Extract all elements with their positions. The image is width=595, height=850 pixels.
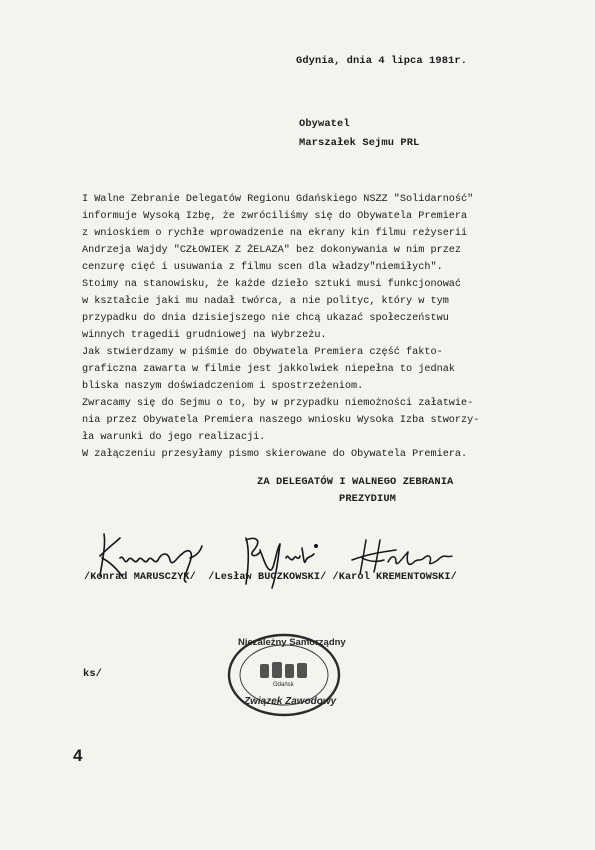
signatories-names: /Konrad MARUSCZYK/ /Lesław BUCZKOWSKI/ /Karol KREMENTOWSKI/: [84, 572, 457, 583]
body-line: w kształcie jaki mu nadał twórca, a nie polityc, który w tym: [82, 296, 449, 307]
body-line: Andrzeja Wajdy "CZŁOWIEK Z ŻELAZA" bez dokonywania w nim przez: [82, 245, 462, 256]
addressee-line-1: Obywatel: [299, 118, 350, 130]
body-line: ła warunki do jego realizacji.: [82, 432, 266, 443]
stamp-text-top: Niezależny Samorządny: [238, 637, 346, 648]
body-line: Jak stwierdzamy w piśmie do Obywatela Premiera część fakto-: [82, 347, 443, 358]
body-line: W załączeniu przesyłamy pismo skierowane do Obywatela Premiera.: [82, 449, 468, 460]
body-line: nia przez Obywatela Premiera naszego wniosku Wysoka Izba stworzy-: [82, 415, 480, 426]
reference-initials: ks/: [83, 668, 103, 680]
body-line: graficzna zawarta w filmie jest jakkolwiek niepełna to jednak: [82, 364, 455, 375]
body-line: informuje Wysoką Izbę, że zwróciliśmy się do Obywatela Premiera: [82, 211, 468, 222]
place-date: Gdynia, dnia 4 lipca 1981r.: [296, 55, 468, 67]
body-line: winnych tragedii grudniowej na Wybrzeżu.: [82, 330, 327, 341]
body-line: przypadku do dnia dzisiejszego nie chcą ukazać społeczeństwu: [82, 313, 449, 324]
body-line: cenzurę cięć i usuwania z filmu scen dla władzy"niemiłych".: [82, 262, 443, 273]
body-line: Stoimy na stanowisku, że każde dzieło sztuki musi funkcjonować: [82, 279, 462, 290]
body-line: bliska naszym doświadczeniom i spostrzeżeniom.: [82, 381, 364, 392]
body-line: z wnioskiem o rychłe wprowadzenie na ekrany kin filmu reżyserii: [82, 228, 468, 239]
closing-line-1: ZA DELEGATÓW I WALNEGO ZEBRANIA: [257, 476, 454, 488]
stamp-text-center: Gdańsk: [273, 682, 294, 688]
closing-line-2: PREZYDIUM: [339, 493, 397, 505]
body-line: Zwracamy się do Sejmu o to, by w przypadku niemożności załatwie-: [82, 398, 474, 409]
body-line: I Walne Zebranie Delegatów Regionu Gdańskiego NSZZ "Solidarność": [82, 194, 474, 205]
union-stamp: [226, 632, 346, 718]
addressee-line-2: Marszałek Sejmu PRL: [299, 137, 420, 149]
page-number: 4: [73, 746, 83, 765]
stamp-text-bottom: Związek Zawodowy: [244, 696, 337, 707]
